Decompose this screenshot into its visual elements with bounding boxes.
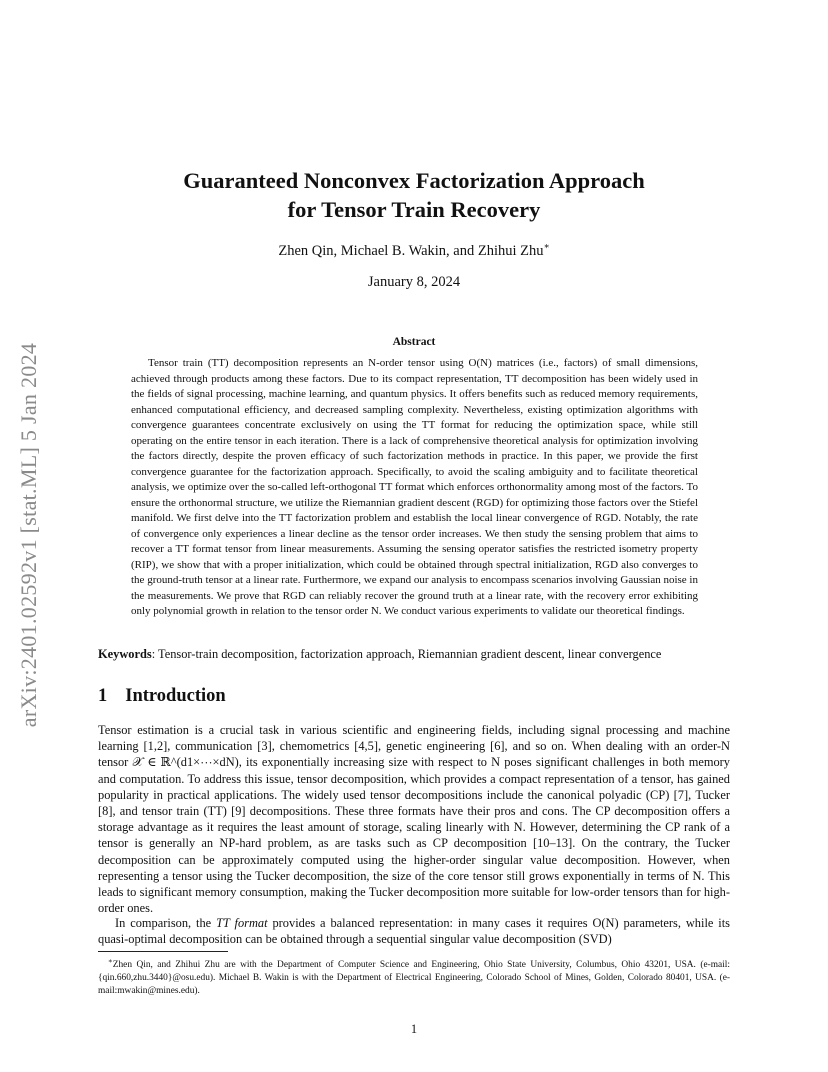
footnote-text: Zhen Qin, and Zhihui Zhu are with the Department of Computer Science and Engineering, Ohio State University, Columbus, Ohio 43201, USA. (e-mail:{qin.660,zhu.3440}@osu.edu). Michael B. Wakin is with the Department of Electrical Engineering, Colorado School of Mines, Golden, Colorado 80401, USA. (e-mail:mwakin@mines.edu). <box>98 960 730 997</box>
abstract-heading: Abstract <box>392 336 436 348</box>
section-title: Introduction <box>125 686 226 706</box>
intro-p2-emphasis: TT format <box>216 916 268 930</box>
section-heading-introduction <box>98 686 226 707</box>
intro-p2-rest: provides a balanced representation: in many cases it requires O(N) parameters, while its quasi-optimal decomposition can be obtained through a sequential singular value decomposition (SVD) <box>98 916 730 947</box>
arxiv-stamp-text: arXiv:2401.02592v1 [stat.ML] 5 Jan 2024 <box>16 342 41 728</box>
author-list <box>0 241 828 260</box>
title-line-1: Guaranteed Nonconvex Factorization Approach <box>183 168 645 193</box>
page-number: 1 <box>410 1022 418 1036</box>
footnote-divider <box>98 951 228 952</box>
keywords-line <box>98 646 730 662</box>
intro-paragraph-2 <box>98 915 730 947</box>
abstract-body: Tensor train (TT) decomposition represents an N-order tensor using O(N) matrices (i.e., factors) of small dimensions, achieved through products among these factors. Due to its compact representation, TT decomposition has been widely used in the fields of signal processing, machine learning, and quantum physics. It offers benefits such as reduced memory requirements, enhanced computational efficiency, and decreased sampling complexity. Nevertheless, existing optimization algorithms with convergence guarantees concentrate exclusively on using the TT format for reducing the optimization space, while still operating on the entire tensor in each iteration. There is a lack of comprehensive theoretical analysis for optimization involving the factors directly, despite the proven efficacy of such factorization methods in practice. In this paper, we provide the first convergence guarantee for the factorization approach. Specifically, to avoid the scaling ambiguity and to facilitate theoretical analysis, we optimize over the so-called left-orthogonal TT format which enforces orthonormality among most of the factors. To ensure the orthonormal structure, we utilize the Riemannian gradient descent (RGD) for optimizing those factors over the Stiefel manifold. We first delve into the TT factorization problem and establish the local linear convergence of RGD. Notably, the rate of convergence only experiences a linear decline as the tensor order increases. We then study the sensing problem that aims to recover a TT format tensor from linear measurements. Assuming the sensing operator satisfies the restricted isometry property (RIP), we show that with a proper initialization, which could be obtained through spectral initialization, RGD also converges to the ground-truth tensor at a linear rate. Furthermore, we expand our analysis to encompass scenarios involving Gaussian noise in the measurements. We prove that RGD can reliably recover the ground truth at a linear rate, with the recovery error exhibiting only polynomial growth in relation to the tensor order N. We conduct various experiments to validate our theoretical findings. <box>131 357 698 617</box>
publication-date: January 8, 2024 <box>367 274 461 290</box>
author-footnote-mark: ∗ <box>543 241 550 251</box>
authors-text: Zhen Qin, Michael B. Wakin, and Zhihui Zhu <box>278 242 544 259</box>
section-number: 1 <box>98 686 108 706</box>
intro-paragraph-1: Tensor estimation is a crucial task in various scientific and engineering fields, including signal processing and machine learning [1,2], communication [3], chemometrics [4,5], genetic engineering [6], and so on. When dealing with an order-N tensor 𝒳 ∈ ℝ^(d1×⋯×dN), its exponentially increasing size with respect to N poses significant challenges in both memory and computation. To address this issue, tensor decomposition, which provides a compact representation of a tensor, has gained popularity in practical applications. The widely used tensor decompositions include the canonical polyadic (CP) [7], Tucker [8], and tensor train (TT) [9] decompositions. These three formats have their pros and cons. The CP decomposition offers a storage advantage as it requires the least amount of storage, scaling linearly with N. However, determining the CP rank of a tensor is generally an NP-hard problem, as are tasks such as CP decomposition [10–13]. On the contrary, the Tucker decomposition can be approximately computed using the higher-order singular value decomposition. However, when representing a tensor using the Tucker decomposition, the size of the core tensor still grows exponentially in terms of N. This leads to significant memory consumption, making the Tucker decomposition more suitable for low-order tensors than for high-order ones. <box>98 723 730 916</box>
paper-title <box>0 166 828 224</box>
title-line-2: for Tensor Train Recovery <box>287 197 541 222</box>
keywords-label: Keywords <box>98 647 152 661</box>
footnote-mark: ∗ <box>108 957 113 965</box>
keywords-text: : Tensor-train decomposition, factorization approach, Riemannian gradient descent, linear convergence <box>151 647 662 661</box>
arxiv-identifier-stamp <box>8 295 50 775</box>
intro-p2-lead: In comparison, the <box>115 916 217 930</box>
author-affiliation-footnote <box>98 955 730 998</box>
